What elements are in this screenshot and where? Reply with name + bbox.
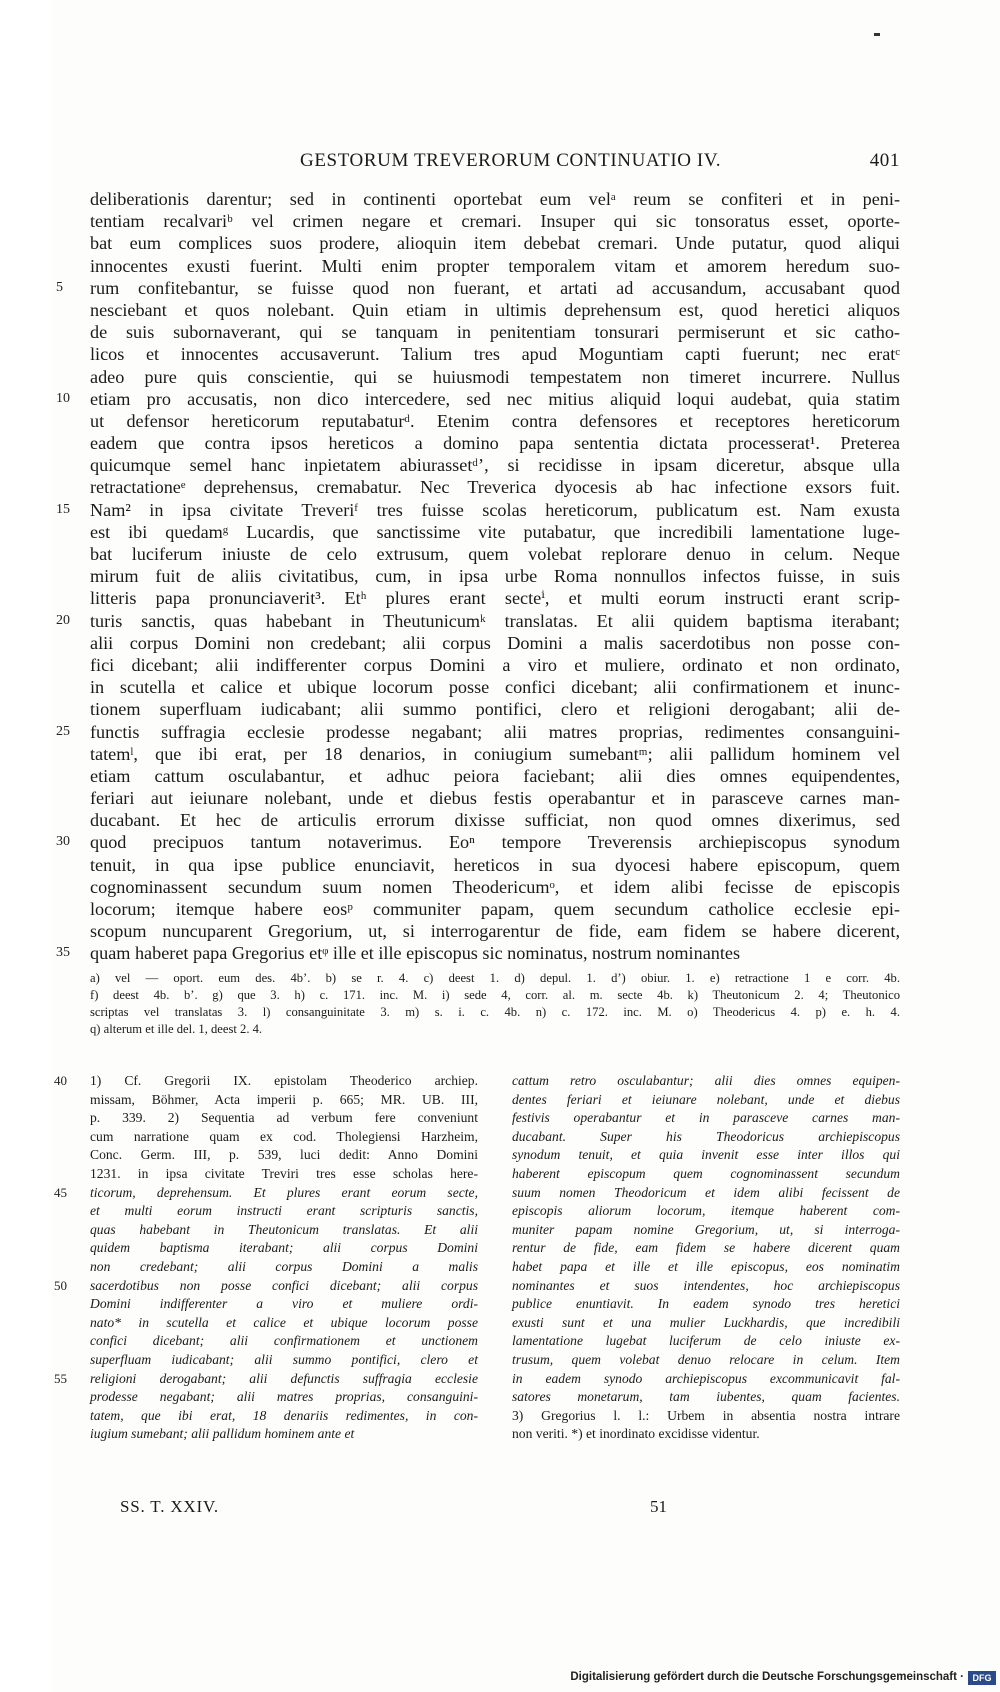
scan-mark: [874, 33, 880, 36]
note-text: 1) Cf. Gregorii IX. epistolam Theoderico archiep.: [90, 1073, 478, 1088]
text-line: [90, 454, 900, 476]
note-text: p. 339. 2) Sequentia ad verbum fere conveniunt: [90, 1110, 478, 1126]
note-line: muniter papam nomine Gregorium, ut, si interroga-: [512, 1221, 900, 1237]
note-line: [90, 1314, 478, 1333]
note-line: [54, 1184, 478, 1203]
text-line: [90, 255, 900, 277]
scanned-page: [52, 0, 1000, 1692]
line-number: 55: [54, 1370, 67, 1386]
line-text: locorum; itemque habere eosᵖ communiter papam, quem secundum catholice ecclesie epi-: [90, 899, 900, 919]
line-number: 15: [56, 501, 70, 517]
text-line: [90, 565, 900, 587]
note-text: prodesse negabant; alii matres proprias, consanguini-: [90, 1389, 478, 1405]
apparatus-line: scriptas vel translatas 3. l) consanguinitate 3. m) s. i. c. 4b. n) c. 172. inc. M. o) Theodericus 4. p) e. h. 4.: [90, 1005, 900, 1019]
main-text: [56, 188, 900, 965]
signature-mark: SS. T. XXIV.: [120, 1497, 219, 1516]
note-text: Conc. Germ. III, p. 539, luci dedit: Anno Domini: [90, 1147, 478, 1163]
note-line: [90, 1295, 478, 1314]
line-number: 5: [56, 279, 63, 295]
line-text: etiam cattum osculabantur, et adhuc peiora faciebant; alii dies omnes equipendentes,: [90, 765, 900, 786]
line-text: feriari aut ieiunare nolebant, unde et diebus festis operabantur et in parasceve carnes man-: [90, 788, 900, 809]
note-line: habet papa et ille et ille episcopus, eos nominatim: [512, 1258, 900, 1274]
line-number: 25: [56, 723, 70, 739]
note-line: [90, 1221, 478, 1240]
note-line: [90, 1146, 478, 1165]
text-line: [90, 765, 900, 787]
note-text: religioni derogabant; alii defunctis suffragia ecclesie: [90, 1370, 478, 1386]
line-text: bat eum complices suos prodere, alioquin item debebat cremari. Unde putatur, quod aliqui: [90, 233, 900, 254]
footnotes: [54, 1072, 900, 1492]
line-text: tentiam recalvariᵇ vel crimen negare et cremari. Insuper qui sic tonsoratus esset, oporte-: [90, 211, 900, 232]
text-line: [90, 188, 900, 210]
note-line: satores monetarum, tam iubentes, quam facientes.: [512, 1389, 900, 1405]
text-line: [90, 232, 900, 254]
note-line: [90, 1165, 478, 1184]
text-line: [90, 210, 900, 232]
text-line: [90, 787, 900, 809]
note-line: [90, 1202, 478, 1221]
line-text: mirum fuit de aliis civitatibus, cum, in ipsa urbe Roma nonnullos infectos fuisse, in suis: [90, 566, 900, 587]
line-number: 20: [56, 612, 70, 628]
note-text: missam, Böhmer, Acta imperii p. 665; MR. UB. III,: [90, 1091, 478, 1107]
text-line: [90, 543, 900, 565]
text-line: [90, 743, 900, 765]
note-line: [90, 1239, 478, 1258]
line-number: 10: [56, 390, 70, 406]
line-text: eadem que contra ipsos hereticos a domino papa sententia dictata processerat¹. Preterea: [90, 433, 900, 454]
line-text: turis sanctis, quas habebant in Theutunicumᵏ translatas. Et alii quidem baptisma iterabant;: [90, 610, 900, 631]
line-number: 40: [54, 1073, 67, 1088]
text-line: [90, 587, 900, 609]
footnotes-left-column: [54, 1072, 478, 1444]
line-text: fici dicebant; alii indifferenter corpus Domini a viro et muliere, ordinato et non ordinato,: [90, 654, 900, 675]
note-line: ducabant. Super his Theodoricus archiepiscopus: [512, 1128, 900, 1144]
line-text: tatemˡ, que ibi erat, per 18 denarios, in coniugium sumebantᵐ; alii pallidum hominem vel: [90, 743, 900, 764]
apparatus-line: f) deest 4b. b’. g) que 3. h) c. 171. inc. M. i) sede 4, corr. al. m. secte 4b. k) Theutonicum 2. 4; Theutonico: [90, 988, 900, 1002]
note-line: haberent episcopum quem cognominassent secundum: [512, 1165, 900, 1181]
note-line: 3) Gregorius l. l.: Urbem in absentia nostra intrare: [512, 1407, 900, 1423]
line-number: 35: [56, 945, 70, 961]
note-line: non veriti. *) et inordinato excidisse videntur.: [512, 1426, 760, 1442]
note-line: [54, 1277, 478, 1296]
note-line: [90, 1351, 478, 1370]
text-line: [90, 920, 900, 942]
line-text: quod precipuos tantum notaverimus. Eoⁿ tempore Treverensis archiepiscopus synodum: [90, 832, 900, 853]
note-line: [90, 1258, 478, 1277]
text-line: [90, 632, 900, 654]
note-line: dentes feriari et ieiunare nolebant, unde et diebus: [512, 1091, 900, 1107]
line-text: bat luciferum iniuste de celo extrusum, quem volebat replorare denuo in celum. Neque: [90, 544, 900, 564]
line-text: deliberationis darentur; sed in continenti oportebat eum velᵃ reum se confiteri et in peni-: [90, 189, 900, 209]
text-line: [56, 388, 900, 410]
line-text: licos et innocentes accusaverunt. Talium tres apud Moguntiam capti fuerunt; nec eratᶜ: [90, 344, 900, 365]
note-line: [54, 1370, 478, 1389]
text-line: [90, 476, 900, 498]
text-line: [90, 410, 900, 432]
line-text: est ibi quedamᵍ Lucardis, que sanctissime vite putabatur, que incredibili lamentatione luge-: [90, 521, 900, 542]
text-line: [90, 299, 900, 321]
text-line: [56, 499, 900, 521]
note-text: sacerdotibus non posse confici dicebant; alii corpus: [90, 1277, 478, 1293]
note-text: cum narratione quam ex cod. Tholegiensi Harzheim,: [90, 1128, 478, 1144]
footer-bar: [0, 1668, 1000, 1692]
line-text: nesciebant et quos nolebant. Quin etiam in ultimis deprehensum est, quod heretici aliquos: [90, 299, 900, 320]
note-text: et multi eorum instructi erant scripturis sanctis,: [90, 1203, 478, 1219]
note-line: rentur de fide, eam fidem se habere dicerent quam: [512, 1240, 900, 1256]
sheet-number: 51: [650, 1497, 667, 1516]
note-line: cattum retro osculabantur; alii dies omnes equipen-: [512, 1073, 900, 1088]
note-text: confici dicebant; alii confirmationem et unctionem: [90, 1333, 478, 1349]
text-line: [90, 321, 900, 343]
line-text: cognominassent secundum suum nomen Theodericumᵒ, et idem alibi fecisse de episcopis: [90, 876, 900, 897]
line-text: functis suffragia ecclesie prodesse negabant; alii matres proprias, redimentes consanguini-: [90, 721, 900, 742]
note-text: iugium sumebant; alii pallidum hominem ante et: [90, 1426, 355, 1442]
text-line: [90, 898, 900, 920]
note-text: quas habebant in Theutonicum translatas. Et alii: [90, 1221, 478, 1237]
note-text: Domini indifferenter a viro et muliere ordi-: [90, 1296, 478, 1312]
note-line: lamentatione lugebat luciferum de celo iniuste ex-: [512, 1333, 900, 1349]
line-text: retractationeᵉ deprehensus, cremabatur. Nec Treverica dyocesis ab hac infectione exsors fuit.: [90, 477, 900, 498]
text-line: [90, 854, 900, 876]
line-text: quam haberet papa Gregorius etᵠ ille et ille episcopus sic nominatus, nostrum nominantes: [90, 943, 741, 964]
critical-apparatus: [90, 970, 900, 1038]
text-line: [56, 277, 900, 299]
running-head-title: GESTORUM TREVERORUM CONTINUATIO IV.: [300, 150, 722, 171]
note-line: in eadem synodo archiepiscopus excommunicavit fal-: [512, 1370, 900, 1386]
text-line: [56, 831, 900, 853]
note-line: [54, 1072, 478, 1091]
apparatus-line: a) vel — oport. eum des. 4b’. b) se r. 4. c) deest 1. d) depul. 1. d’) obiur. 1. e) retractione 1 e corr. 4b.: [90, 971, 900, 985]
note-line: exusti sunt et una mulier Luckhardis, que incredibili: [512, 1314, 900, 1330]
note-line: episcopis aliorum locorum, itemque haberent com-: [512, 1203, 900, 1219]
line-text: rum confitebantur, se fuisse quod non fuerant, et artati ad accusandum, accusabant quod: [90, 277, 900, 298]
text-line: [90, 876, 900, 898]
text-line: [90, 366, 900, 388]
line-text: etiam pro accusatis, non dico intercedere, sed nec mitius aliquid loqui audebat, quia statim: [90, 388, 900, 409]
note-line: [90, 1128, 478, 1147]
footnotes-right-column: [512, 1072, 900, 1444]
note-text: tatem, que ibi erat, 18 denariis redimentes, in con-: [90, 1407, 478, 1423]
dfg-logo-icon: DFG: [968, 1671, 996, 1685]
line-text: alii corpus Domini non credebant; alii corpus Domini a malis sacerdotibus non posse con-: [90, 632, 900, 653]
line-text: in scutella et calice et ubique locorum posse confici dicebant; alii confirmationem et inunc-: [90, 677, 900, 698]
note-line: [90, 1425, 478, 1444]
note-line: [90, 1109, 478, 1128]
text-line: [90, 676, 900, 698]
note-text: ticorum, deprehensum. Et plures erant eorum secte,: [90, 1184, 478, 1200]
apparatus-line: q) alterum et ille del. 1, deest 2. 4.: [90, 1022, 263, 1036]
note-line: festivis operabantur et in parasceve carnes man-: [512, 1110, 900, 1126]
note-text: superfluam iudicabant; alii summo pontifici, clero et: [90, 1351, 478, 1367]
text-line: [56, 610, 900, 632]
text-line: [90, 809, 900, 831]
line-text: ducabant. Et hec de articulis errorum dixisse sufficiat, non quod omnes dixerimus, sed: [90, 810, 900, 831]
note-line: trusum, quem volebat denuo relocare in celum. Item: [512, 1351, 900, 1367]
note-text: quidem baptisma iterabant; alii corpus Domini: [90, 1240, 478, 1256]
line-text: de suis subornaverant, qui se tanquam in penitentiam tonsurari permiserunt et sic catho-: [90, 322, 900, 343]
note-text: non credebant; alii corpus Domini a malis: [90, 1258, 478, 1274]
line-text: quicumque semel hanc inpietatem abiurassetᵈ’, si recidisse in ipsam diceretur, absque ulla: [90, 455, 900, 476]
text-line: [56, 942, 900, 964]
note-line: [90, 1091, 478, 1110]
line-text: tenuit, in qua ipse publice enunciavit, hereticos in sua dyocesi habere episcopum, quem: [90, 854, 900, 875]
page-number: 401: [869, 150, 900, 171]
note-line: [90, 1332, 478, 1351]
line-text: ut defensor hereticorum reputabaturᵈ. Etenim contra defensores et receptores hereticorum: [90, 410, 900, 431]
line-text: scopum nuncuparent Gregorium, ut, si interrogarentur de fide, eam fidem se habere dicerent,: [90, 921, 900, 942]
note-line: synodum tenuit, et quia invenit esse inter illos qui: [512, 1147, 900, 1163]
line-number: 30: [56, 834, 70, 850]
running-head: [90, 150, 900, 176]
text-line: [90, 521, 900, 543]
note-text: 1231. in ipsa civitate Treviri tres esse scholas here-: [90, 1165, 478, 1181]
line-text: adeo pure quis conscientie, qui se huiusmodi tempestatem non timeret incurrere. Nullus: [90, 366, 900, 387]
note-line: suum nomen Theodoricum et idem alibi fecissent de: [512, 1184, 900, 1200]
line-number: 50: [54, 1277, 67, 1293]
line-text: tionem superfluam iudicabant; alii summo pontifici, clero et religioni derogabant; alii de-: [90, 699, 900, 720]
text-line: [56, 721, 900, 743]
note-line: [90, 1407, 478, 1426]
line-number: 45: [54, 1184, 67, 1200]
line-text: Nam² in ipsa civitate Treveriᶠ tres fuisse scolas hereticorum, publicatum est. Nam exusta: [90, 499, 900, 520]
note-line: [90, 1388, 478, 1407]
line-text: litteris papa pronunciaverit³. Etʰ plures erant secteⁱ, et multi eorum instructi erant scrip-: [90, 588, 900, 609]
note-line: publice enuntiavit. In eadem synodo tres heretici: [512, 1296, 900, 1312]
text-line: [90, 432, 900, 454]
text-line: [90, 654, 900, 676]
note-line: nominantes et suos intendentes, hoc archiepiscopus: [512, 1277, 900, 1293]
line-text: innocentes exusti fuerint. Multi enim propter temporalem vitam et amorem heredum suo-: [90, 255, 900, 276]
text-line: [90, 343, 900, 365]
funding-notice: Digitalisierung gefördert durch die Deutsche Forschungsgemeinschaft ·: [570, 1671, 964, 1683]
note-text: nato* in scutella et calice et ubique locorum posse: [90, 1314, 478, 1330]
text-line: [90, 698, 900, 720]
